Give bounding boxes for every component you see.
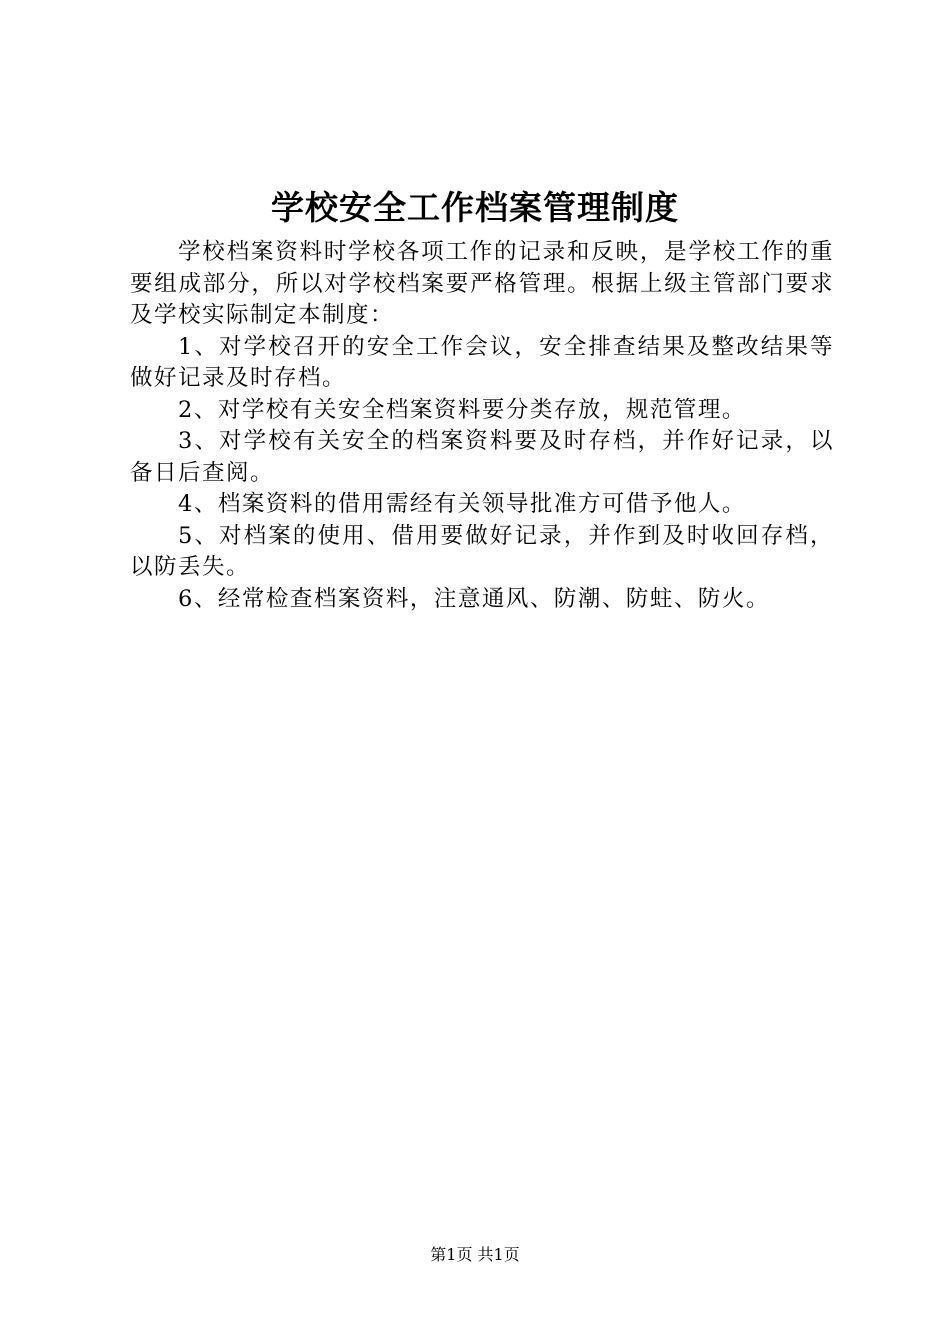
rule-item-4: 4、档案资料的借用需经有关领导批准方可借予他人。: [178, 491, 746, 517]
intro-paragraph: 学校档案资料时学校各项工作的记录和反映，是学校工作的重要组成部分，所以对学校档案要严格管理。根据上级主管部门要求及学校实际制定本制度：: [130, 239, 834, 328]
rule-item-6: 6、经常检查档案资料，注意通风、防潮、防蛀、防火。: [178, 585, 770, 612]
rule-item-5: 5、对档案的使用、借用要做好记录，并作到及时收回存档，以防丢失。: [130, 522, 834, 580]
document-title: 学校安全工作档案管理制度: [271, 188, 679, 227]
rule-item-3: 3、对学校有关安全的档案资料要及时存档，并作好记录，以备日后查阅。: [130, 428, 834, 486]
document-body: [130, 237, 834, 615]
page-number-footer: 第1页 共1页: [430, 1245, 520, 1264]
rule-item-1: 1、对学校召开的安全工作会议，安全排查结果及整改结果等做好记录及时存档。: [130, 333, 834, 391]
rule-item-2: 2、对学校有关安全档案资料要分类存放，规范管理。: [178, 396, 746, 423]
